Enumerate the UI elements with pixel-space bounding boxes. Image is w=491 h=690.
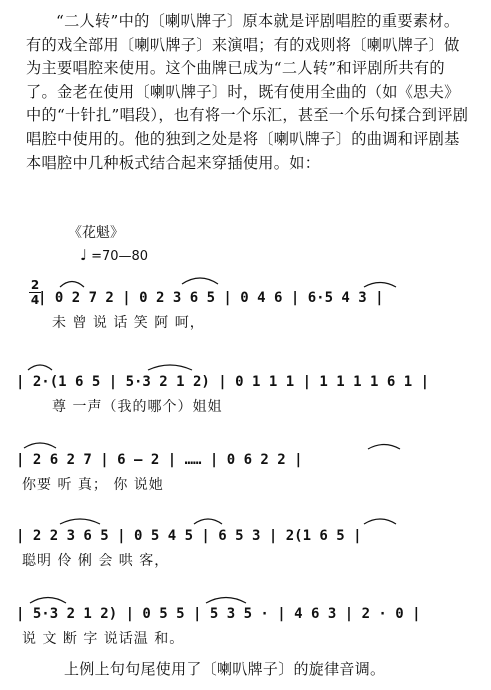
closing-sentence: 上例上句句尾使用了〔喇叭牌子〕的旋律音调。 — [64, 660, 386, 678]
score-line-4 — [0, 514, 491, 574]
score-notes: | 2 6 2 7 | 6 — 2 | …… | 0 6 2 2 | — [16, 452, 303, 468]
tempo-value: =70—80 — [91, 249, 149, 264]
score-notes: | 2 2 3 6 5 | 0 5 4 5 | 6 5 3 | 2(1 6 5 | — [16, 528, 362, 544]
score-lyrics: 你要 听 真； 你 说她 — [22, 477, 164, 493]
body-paragraph: “二人转”中的〔喇叭牌子〕原本就是评剧唱腔的重要素材。有的戏全部用〔喇叭牌子〕来演唱；有的戏则将〔喇叭牌子〕做为主要唱腔来使用。这个曲牌已成为“二人转”和评剧所共有的了。金老在使用〔喇叭牌子〕时，既有使用全曲的（如《思夫》中的“十针扎”唱段），也有将一个乐汇，甚至一个乐句揉合到评剧唱腔中使用的。他的独到之处是将〔喇叭牌子〕的曲调和评剧基本唱腔中几种板式结合起来穿插使用。如： — [26, 12, 469, 172]
score-line-2 — [0, 360, 491, 420]
tempo-marking — [80, 246, 148, 264]
score-line-5 — [0, 592, 491, 652]
score-lyrics: 说 文 断 字 说话温 和。 — [22, 631, 185, 647]
score-lyrics: 聪明 伶 俐 会 哄 客， — [22, 553, 170, 569]
score-notes: | 5·3 2 1 2) | 0 5 5 | 5 3 5 · | 4 6 3 | 2 · 0 | — [16, 606, 421, 622]
meter-top: 2 — [30, 278, 40, 292]
score-notes: | 0 2 7 2 | 0 2 3 6 5 | 0 4 6 | 6·5 4 3 | — [38, 290, 384, 306]
score-notes: | 2·(1 6 5 | 5·3 2 1 2) | 0 1 1 1 | 1 1 1 1 6 1 | — [16, 374, 430, 390]
quarter-note-icon: ♩ — [80, 246, 88, 264]
score-lyrics: 尊 一声（我的哪个）姐姐 — [52, 399, 223, 415]
score-line-3 — [0, 438, 491, 498]
meter-bottom: 4 — [30, 293, 40, 307]
score-line-1 — [0, 276, 491, 336]
example-title: 《花魁》 — [68, 225, 124, 241]
score-lyrics: 未 曾 说 话 笑 阿 呵， — [52, 315, 205, 331]
